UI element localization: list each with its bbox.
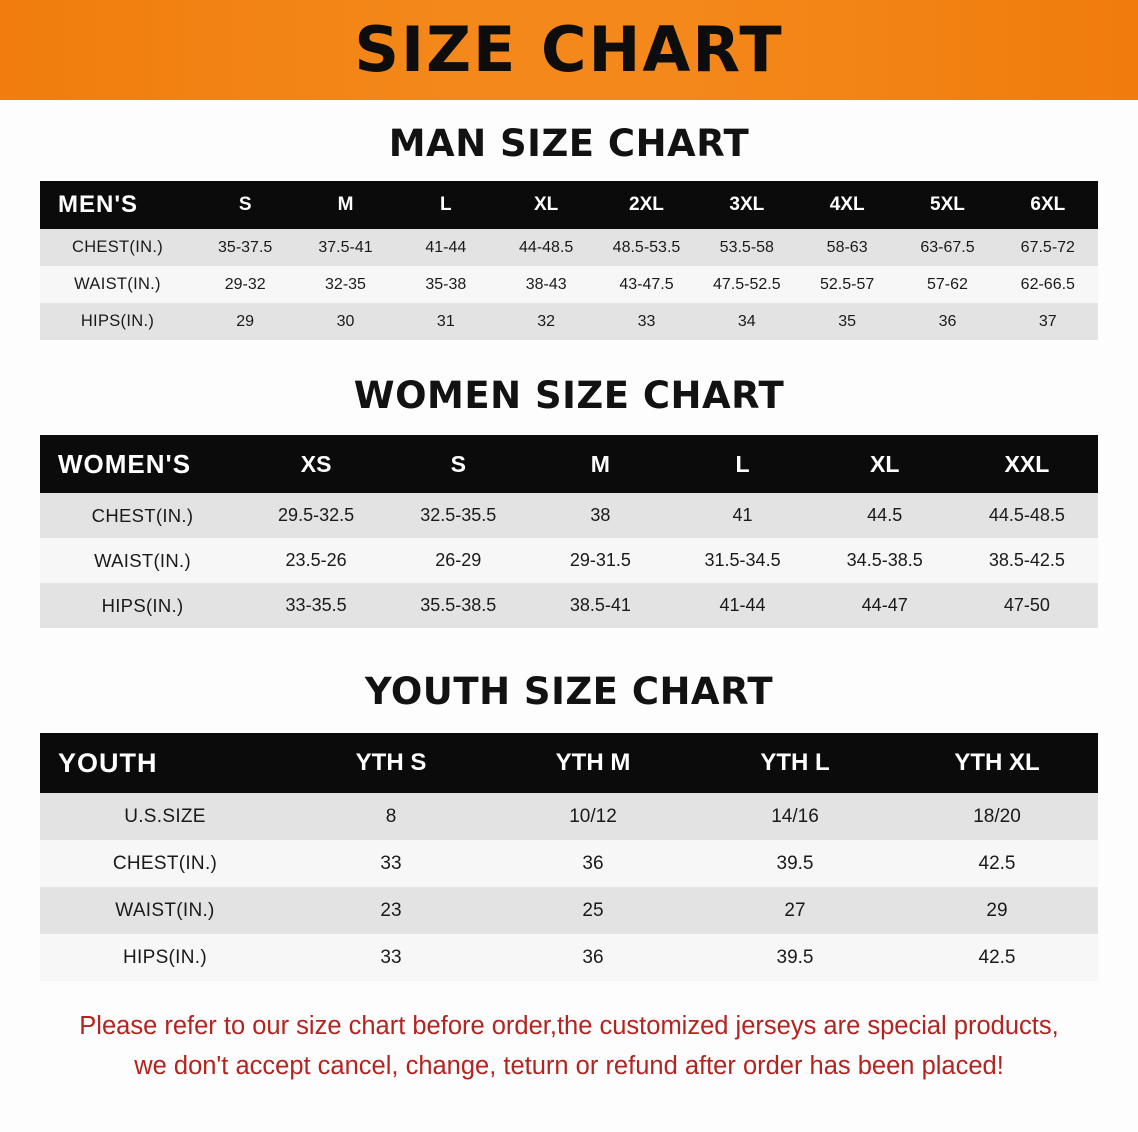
youth-cell: 29 bbox=[986, 899, 1008, 921]
youth-table-head bbox=[40, 733, 1098, 793]
man-cell: 44-48.5 bbox=[519, 238, 574, 256]
youth-header-row bbox=[40, 733, 1098, 793]
man-cell: 47.5-52.5 bbox=[713, 275, 781, 293]
man-cell: 63-67.5 bbox=[920, 238, 975, 256]
man-row-label: CHEST(IN.) bbox=[72, 238, 163, 256]
women-cell: 29-31.5 bbox=[569, 550, 631, 570]
youth-table-body bbox=[40, 793, 1098, 981]
women-cell: 41 bbox=[732, 505, 753, 525]
youth-cell: 33 bbox=[380, 852, 402, 874]
man-table-wrap bbox=[40, 181, 1098, 340]
man-col-header: S bbox=[238, 194, 252, 215]
table-row bbox=[40, 887, 1098, 934]
youth-table-wrap bbox=[40, 733, 1098, 981]
youth-size-table bbox=[40, 733, 1098, 981]
women-col-header: XL bbox=[870, 450, 900, 477]
women-table-head bbox=[40, 435, 1098, 493]
youth-cell: 39.5 bbox=[776, 946, 814, 968]
man-cell: 30 bbox=[336, 312, 355, 330]
man-cell: 33 bbox=[637, 312, 656, 330]
man-table-body bbox=[40, 229, 1098, 340]
women-col-header: L bbox=[735, 450, 750, 477]
women-cell: 32.5-35.5 bbox=[420, 505, 497, 525]
man-col-header: 3XL bbox=[729, 194, 765, 215]
women-cell: 33-35.5 bbox=[285, 595, 347, 615]
policy-note-line-1: Please refer to our size chart before order,the customized jerseys are special products, bbox=[79, 1012, 1059, 1040]
man-cell: 43-47.5 bbox=[619, 275, 674, 293]
man-col-header: 4XL bbox=[829, 194, 865, 215]
women-row-label: CHEST(IN.) bbox=[91, 504, 194, 526]
man-cell: 35-38 bbox=[425, 275, 467, 293]
policy-note-line-2: we don't accept cancel, change, teturn or refund after order has been placed! bbox=[134, 1051, 1004, 1080]
youth-col-header: YTH M bbox=[555, 749, 631, 776]
man-cell: 35 bbox=[838, 312, 857, 330]
women-size-table bbox=[40, 435, 1098, 628]
man-cell: 36 bbox=[938, 312, 957, 330]
women-col-header: XS bbox=[300, 450, 332, 477]
women-row-label: WAIST(IN.) bbox=[94, 549, 191, 571]
youth-cell: 25 bbox=[582, 899, 604, 921]
women-col-header: XXL bbox=[1004, 450, 1050, 477]
man-header-row bbox=[40, 181, 1098, 229]
table-row bbox=[40, 538, 1098, 583]
women-row-label: HIPS(IN.) bbox=[101, 594, 184, 616]
women-header-row bbox=[40, 435, 1098, 493]
man-size-table bbox=[40, 181, 1098, 340]
table-row bbox=[40, 493, 1098, 538]
man-cell: 29-32 bbox=[224, 275, 266, 293]
youth-corner-label: YOUTH bbox=[58, 747, 158, 778]
youth-cell: 10/12 bbox=[569, 805, 617, 827]
man-col-header: M bbox=[337, 194, 354, 215]
table-row bbox=[40, 303, 1098, 340]
man-col-header: 6XL bbox=[1030, 194, 1066, 215]
women-cell: 41-44 bbox=[719, 595, 766, 615]
man-cell: 35-37.5 bbox=[218, 238, 273, 256]
man-col-header: 5XL bbox=[930, 194, 965, 215]
youth-col-header: YTH XL bbox=[954, 749, 1040, 776]
women-cell: 23.5-26 bbox=[285, 550, 347, 570]
youth-cell: 39.5 bbox=[776, 852, 814, 874]
man-cell: 48.5-53.5 bbox=[612, 238, 681, 256]
women-cell: 44.5 bbox=[867, 505, 903, 525]
youth-cell: 18/20 bbox=[973, 805, 1021, 827]
man-cell: 34 bbox=[737, 312, 756, 330]
man-cell: 32-35 bbox=[325, 275, 366, 293]
youth-cell: 36 bbox=[582, 946, 604, 968]
man-row-label: WAIST(IN.) bbox=[74, 275, 161, 293]
youth-row-label: U.S.SIZE bbox=[124, 805, 206, 827]
women-table-wrap bbox=[40, 435, 1098, 628]
man-row-label: HIPS(IN.) bbox=[80, 312, 155, 330]
youth-col-header: YTH L bbox=[760, 749, 830, 776]
man-table-head bbox=[40, 181, 1098, 229]
women-section-heading: WOMEN SIZE CHART bbox=[353, 374, 785, 417]
women-cell: 38.5-42.5 bbox=[988, 550, 1065, 570]
man-cell: 32 bbox=[537, 312, 556, 330]
youth-cell: 36 bbox=[582, 852, 604, 874]
women-cell: 31.5-34.5 bbox=[704, 550, 781, 570]
women-cell: 35.5-38.5 bbox=[420, 595, 497, 615]
youth-cell: 27 bbox=[784, 899, 806, 921]
table-row bbox=[40, 266, 1098, 303]
women-cell: 44.5-48.5 bbox=[988, 505, 1065, 525]
youth-row-label: WAIST(IN.) bbox=[115, 899, 215, 921]
women-cell: 44-47 bbox=[861, 595, 908, 615]
man-cell: 52.5-57 bbox=[820, 275, 875, 293]
women-cell: 26-29 bbox=[435, 550, 482, 570]
women-cell: 34.5-38.5 bbox=[846, 550, 923, 570]
man-cell: 31 bbox=[436, 312, 455, 330]
youth-cell: 8 bbox=[385, 805, 397, 827]
man-cell: 38-43 bbox=[525, 275, 567, 293]
women-cell: 38 bbox=[590, 505, 611, 525]
man-cell: 67.5-72 bbox=[1020, 238, 1075, 256]
man-cell: 53.5-58 bbox=[719, 238, 774, 256]
man-cell: 62-66.5 bbox=[1020, 275, 1075, 293]
man-cell: 41-44 bbox=[425, 238, 467, 256]
women-table-body bbox=[40, 493, 1098, 628]
banner bbox=[0, 0, 1138, 100]
youth-cell: 14/16 bbox=[771, 805, 819, 827]
women-cell: 47-50 bbox=[1003, 595, 1050, 615]
youth-cell: 23 bbox=[380, 899, 402, 921]
women-cell: 29.5-32.5 bbox=[278, 505, 355, 525]
table-row bbox=[40, 793, 1098, 840]
youth-cell: 42.5 bbox=[978, 852, 1016, 874]
women-col-header: S bbox=[450, 450, 466, 477]
youth-section-heading: YOUTH SIZE CHART bbox=[364, 670, 774, 713]
man-section-heading: MAN SIZE CHART bbox=[388, 122, 750, 165]
table-row bbox=[40, 840, 1098, 887]
table-row bbox=[40, 583, 1098, 628]
table-row bbox=[40, 229, 1098, 266]
man-cell: 37 bbox=[1038, 312, 1057, 330]
man-cell: 57-62 bbox=[927, 275, 968, 293]
man-col-header: XL bbox=[534, 194, 559, 215]
youth-col-header: YTH S bbox=[355, 749, 427, 776]
youth-row-label: CHEST(IN.) bbox=[112, 852, 218, 874]
table-row bbox=[40, 934, 1098, 981]
youth-cell: 33 bbox=[380, 946, 402, 968]
man-corner-label: MEN'S bbox=[58, 191, 139, 218]
women-cell: 38.5-41 bbox=[569, 595, 631, 615]
man-cell: 58-63 bbox=[826, 238, 868, 256]
women-corner-label: WOMEN'S bbox=[58, 448, 192, 479]
page-title: SIZE CHART bbox=[354, 13, 784, 86]
man-cell: 37.5-41 bbox=[318, 238, 373, 256]
youth-row-label: HIPS(IN.) bbox=[123, 946, 207, 968]
man-col-header: L bbox=[440, 194, 452, 215]
women-col-header: M bbox=[590, 450, 610, 477]
man-cell: 29 bbox=[236, 312, 255, 330]
youth-cell: 42.5 bbox=[978, 946, 1016, 968]
man-col-header: 2XL bbox=[629, 194, 664, 215]
policy-note bbox=[34, 1007, 1104, 1086]
